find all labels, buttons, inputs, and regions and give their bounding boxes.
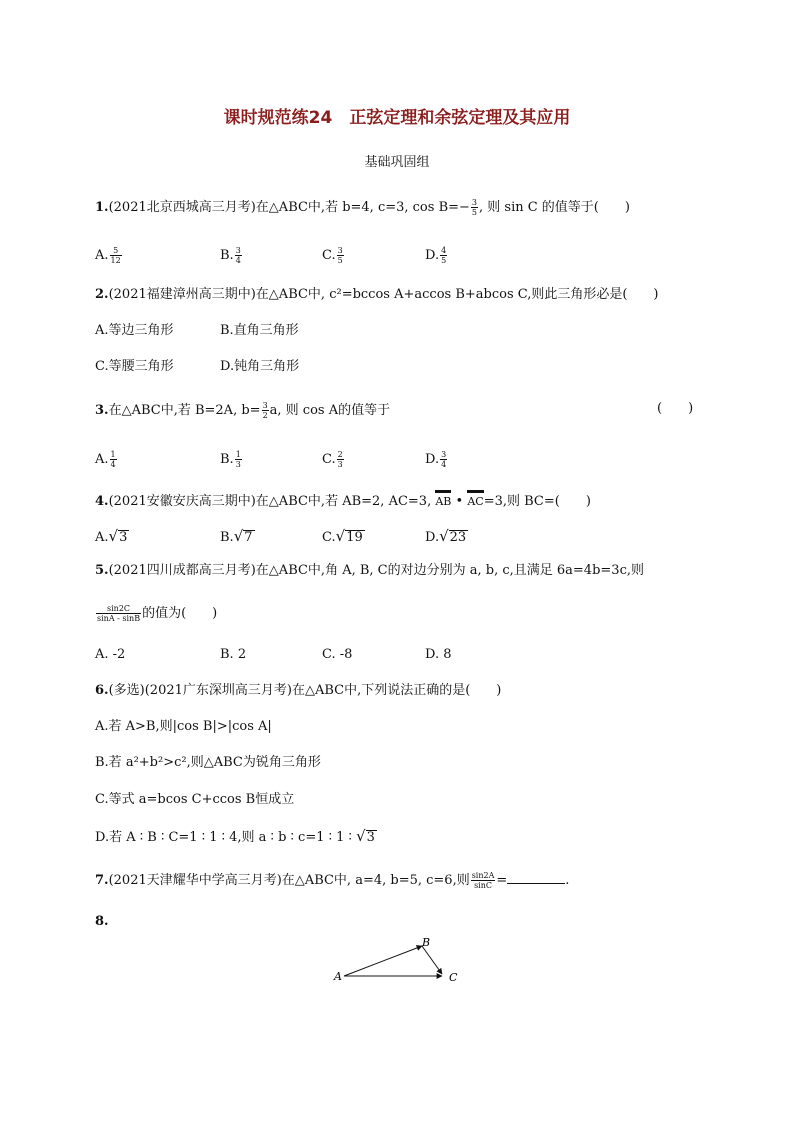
fraction [235,246,242,265]
option-label: D. [425,248,440,263]
denominator: 2 [262,411,268,420]
question-text: (2021天津耀华中学高三月考)在△ABC中, a=4, b=5, c=6,则 [108,873,470,888]
radicand: 3 [366,830,375,845]
denominator: 5 [471,208,477,217]
q2-option-c[interactable]: C.等腰三角形 [95,359,174,374]
denominator: 3 [337,460,343,469]
fraction [337,246,344,265]
radicand: 19 [346,530,363,545]
fraction [110,246,122,265]
question-1 [95,198,630,217]
q2-option-b[interactable]: B.直角三角形 [220,323,299,338]
q3-option-a[interactable] [95,450,118,469]
denominator: 5 [337,256,343,265]
q1-option-d[interactable] [425,246,448,265]
radicand: 3 [119,530,128,545]
numerator: 3 [471,198,477,207]
radicand: 23 [449,530,467,545]
radical-sign: √ [439,527,449,545]
question-7 [95,871,569,890]
vertex-label-b: B [422,936,431,949]
question-text: 在△ABC中,若 B=2A, b= [108,403,261,418]
numerator: sin2A [471,871,495,880]
question-number: 6. [95,683,109,698]
option-label: C. [322,530,336,545]
q5-option-a[interactable]: A. -2 [95,647,126,662]
q3-option-d[interactable] [425,450,448,469]
q5-option-d[interactable]: D. 8 [425,647,452,662]
question-number: 3. [95,403,109,418]
q6-option-d[interactable] [95,828,377,846]
option-label: D. [425,530,440,545]
radical-sign: √ [108,527,119,545]
triangle-figure [330,930,470,990]
denominator: 5 [441,256,447,265]
fraction [110,450,117,469]
question-number: 1. [95,200,109,215]
numerator: 4 [441,246,447,255]
question-5-cont [95,604,217,623]
period: . [565,873,570,888]
question-text: , 则 sin C 的值等于( ) [479,200,630,215]
radical-sign: √ [233,527,244,545]
q1-option-c[interactable] [322,246,345,265]
answer-blank[interactable] [507,871,565,884]
q3-option-b[interactable] [220,450,243,469]
question-text: 的值为( ) [142,606,218,621]
question-4 [95,494,591,510]
denominator: 4 [110,460,116,469]
fraction [440,450,447,469]
option-label: C. [322,452,336,467]
q4-option-c[interactable] [322,528,365,546]
question-number: 7. [95,873,109,888]
option-text: D.若 A ∶ B ∶ C=1 ∶ 1 ∶ 4,则 a ∶ b ∶ c=1 ∶ 1 ∶ [95,830,357,845]
numerator: 3 [337,246,343,255]
option-label: A. [95,530,109,545]
question-text: (2021安徽安庆高三期中)在△ABC中,若 AB=2, AC=3, [108,494,436,509]
question-number: 4. [95,494,109,509]
fraction [471,198,478,217]
dot-operator: • [451,494,468,509]
numerator: 3 [235,246,241,255]
segment-ab [344,946,422,976]
fraction [235,450,242,469]
question-2 [95,287,659,303]
equals-sign: = [496,873,508,888]
denominator: sinA - sinB [97,614,141,623]
denominator: 4 [235,256,241,265]
q1-option-b[interactable] [220,246,243,265]
answer-paren: ( ) [657,401,694,416]
fraction [471,871,496,890]
q2-option-d[interactable]: D.钝角三角形 [220,359,300,374]
q4-option-d[interactable] [425,528,468,546]
question-5 [95,563,644,579]
question-8-number: 8. [95,914,109,929]
question-text: =3,则 BC=( ) [483,494,591,509]
numerator: 5 [110,246,122,256]
numerator: 1 [110,450,116,459]
q6-option-c[interactable]: C.等式 a=bcos C+ccos B恒成立 [95,792,295,807]
denominator: sinC [474,881,493,890]
page-title: 课时规范练24 正弦定理和余弦定理及其应用 [223,108,571,128]
q2-option-a[interactable]: A.等边三角形 [95,323,174,338]
option-label: B. [220,248,234,263]
numerator: 1 [235,450,241,459]
option-label: A. [95,452,109,467]
denominator: 12 [110,256,121,265]
radicand: 7 [244,530,253,545]
question-text: (2021北京西城高三月考)在△ABC中,若 b=4, c=3, cos B=− [108,200,470,215]
vertex-label-c: C [449,971,458,984]
question-number: 2. [95,287,109,302]
fraction [337,450,344,469]
vector-ac: AC [467,495,484,508]
denominator: 3 [235,460,241,469]
option-label: B. [220,452,234,467]
q4-option-a[interactable] [95,528,129,546]
numerator: sin2C [96,604,141,614]
radical-sign: √ [335,527,346,545]
option-label: D. [425,452,440,467]
section-subtitle: 基础巩固组 [364,155,430,170]
q6-option-b[interactable]: B.若 a²+b²>c²,则△ABC为锐角三角形 [95,755,321,770]
vertex-label-a: A [334,970,342,983]
numerator: 2 [337,450,343,459]
option-label: A. [95,248,109,263]
numerator: 3 [441,450,447,459]
segment-bc [422,946,442,974]
question-3 [95,401,390,420]
fraction [440,246,447,265]
radical-sign: √ [356,827,366,845]
q5-option-c[interactable]: C. -8 [322,647,353,662]
q6-option-a[interactable]: A.若 A>B,则|cos B|>|cos A| [95,719,272,734]
denominator: 4 [441,460,447,469]
option-label: B. [220,530,234,545]
q3-option-c[interactable] [322,450,345,469]
fraction [96,604,141,623]
question-text: (2021四川成都高三月考)在△ABC中,角 A, B, C的对边分别为 a, b, c,且满足 6a=4b=3c,则 [108,563,644,578]
option-label: C. [322,248,336,263]
q5-option-b[interactable]: B. 2 [220,647,247,662]
fraction [262,401,269,420]
question-number: 5. [95,563,109,578]
vector-ab: AB [435,495,452,508]
question-6 [95,683,501,699]
question-text: a, 则 cos A的值等于 [269,403,391,418]
numerator: 3 [262,401,268,410]
q1-option-a[interactable] [95,246,123,265]
question-text: (2021福建漳州高三期中)在△ABC中, c²=bccos A+accos B+abcos C,则此三角形必是( ) [108,287,659,302]
question-text: (多选)(2021广东深圳高三月考)在△ABC中,下列说法正确的是( ) [108,683,502,698]
q4-option-b[interactable] [220,528,255,546]
